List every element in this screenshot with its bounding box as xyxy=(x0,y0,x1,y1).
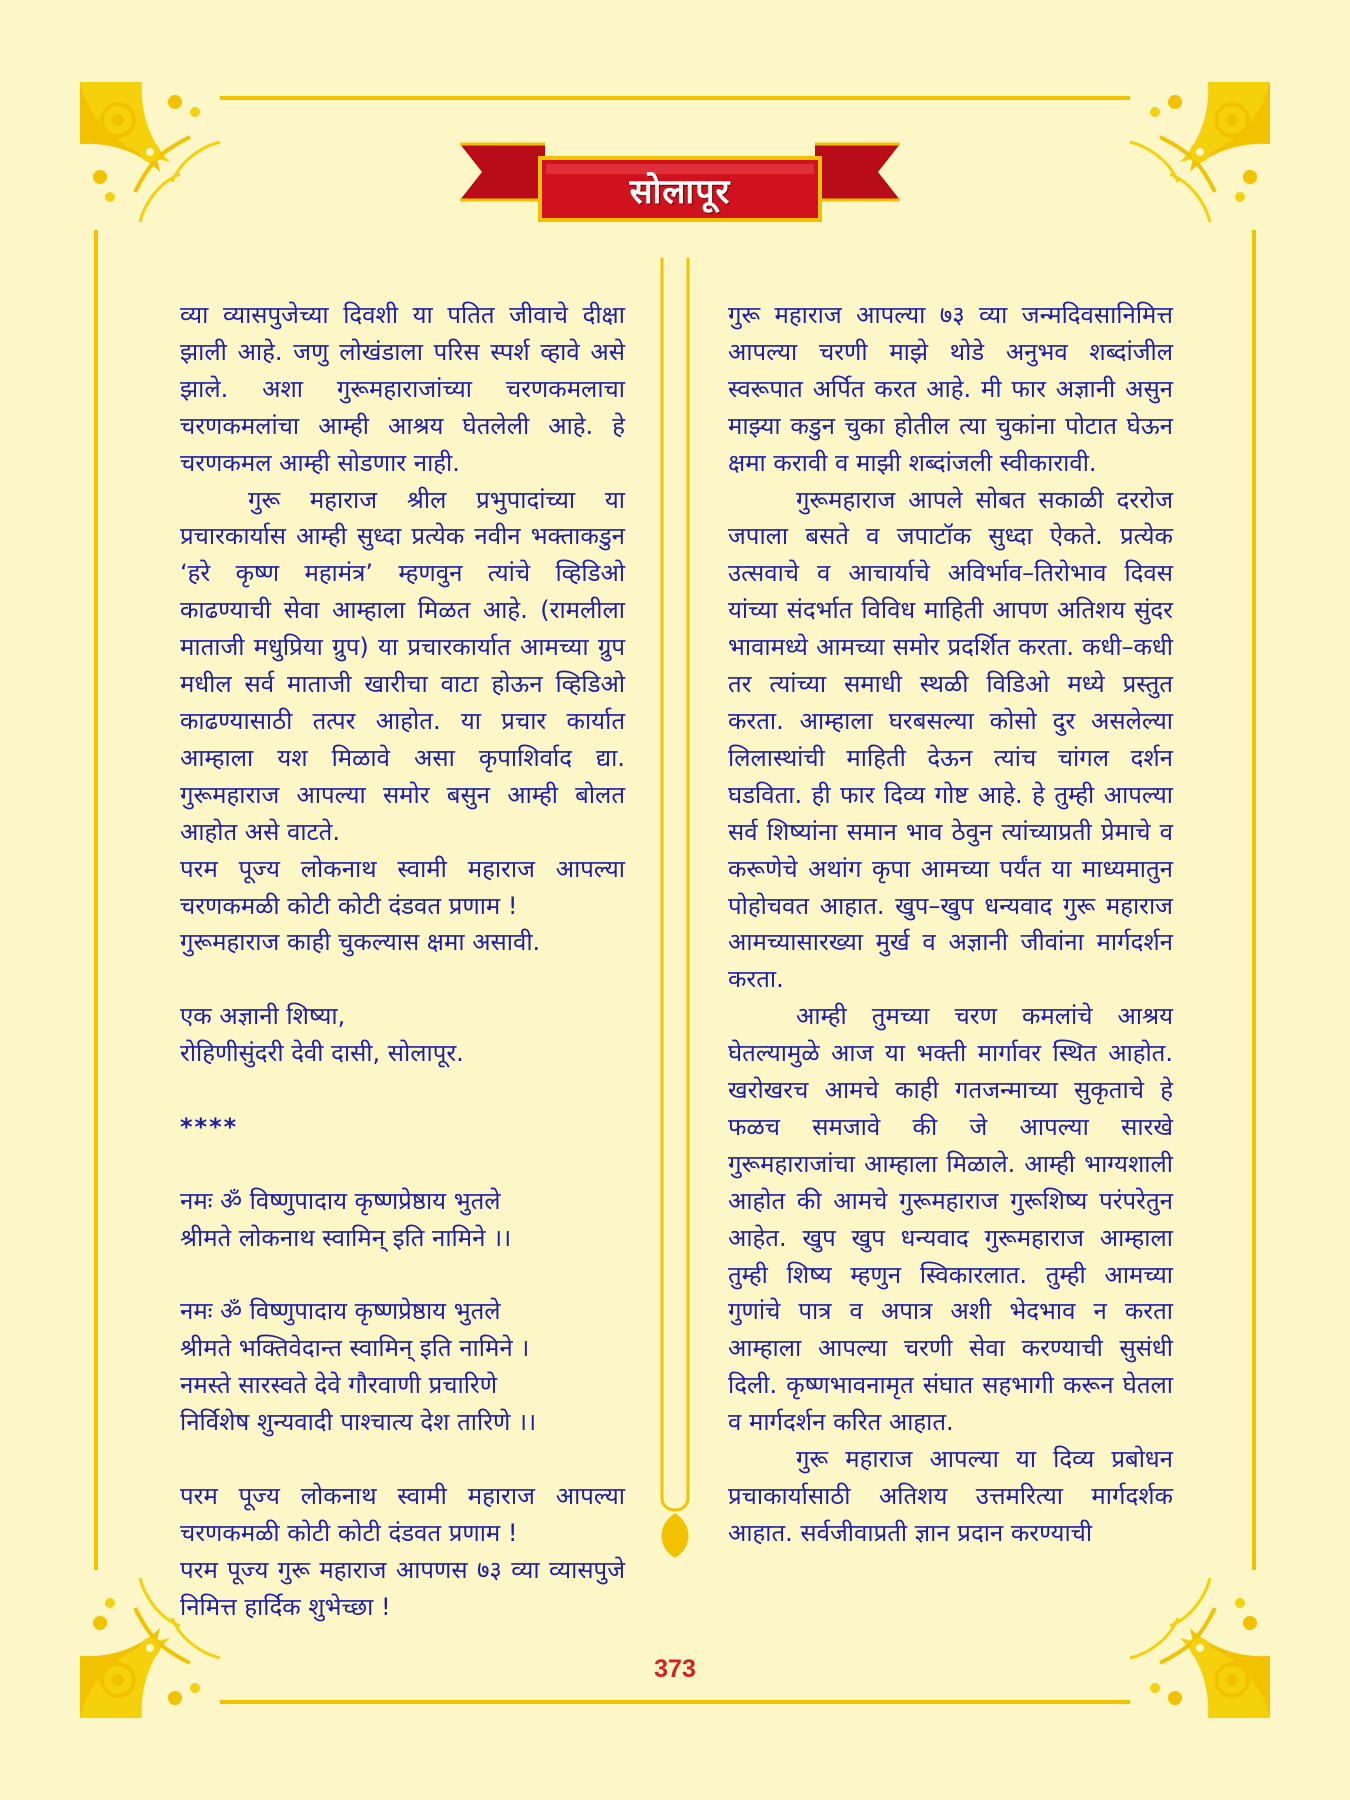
verse-line: नमः ॐ विष्णुपादाय कृष्णप्रेष्ठाय भुतले xyxy=(180,1186,501,1215)
left-column xyxy=(180,297,625,1637)
paragraph: परम पूज्य लोकनाथ स्वामी महाराज आपल्या चरणकमळी कोटी कोटी दंडवत प्रणाम ! xyxy=(180,854,625,920)
paragraph: गुरूमहाराज काही चुकल्यास क्षमा असावी. xyxy=(180,928,541,957)
signature-name: रोहिणीसुंदरी देवी दासी, सोलापूर. xyxy=(180,1039,464,1068)
paragraph: गुरू महाराज श्रील प्रभुपादांच्या या प्रचारकार्यास आम्ही सुध्दा प्रत्येक नवीन भक्ताकडुन ‘हरे कृष्ण महामंत्र’ म्हणवुन त्यांचे व्हिडिओ काढण्याची सेवा आम्हाला मिळत आहे. (रामलीला माताजी मधुप्रिया ग्रुप) या प्रचारकार्यात आमच्या ग्रुप मधील सर्व माताजी खारीचा वाटा होऊन व्हिडिओ काढण्यासाठी तत्पर आहोत. या प्रचार कार्यात आम्हाला यश मिळावे असा कृपाशिर्वाद द्या. गुरूमहाराज आपल्या समोर बसुन आम्ही बोलत आहोत असे वाटते. xyxy=(180,485,625,846)
signature-line: एक अज्ञानी शिष्या, xyxy=(180,1002,346,1031)
paragraph: परम पूज्य गुरू महाराज आपणस ७३ व्या व्यासपुजे निमित्त हार्दिक शुभेच्छा ! xyxy=(180,1555,625,1621)
verse-line: श्रीमते भक्तिवेदान्त स्वामिन् इति नामिने । xyxy=(180,1334,530,1363)
right-column xyxy=(728,297,1173,1637)
paragraph: गुरूमहाराज आपले सोबत सकाळी दररोज जपाला बसते व जपाटॉक सुध्दा ऐकते. प्रत्येक उत्सवाचे व आचार्याचे अविर्भाव–तिरोभाव दिवस यांच्या संदर्भात विविध माहिती आपण अतिशय सुंदर भावामध्ये आमच्या समोर प्रदर्शित करता. कधी–कधी तर त्यांच्या समाधी स्थळी विडिओ मध्ये प्रस्तुत करता. आम्हाला घरबसल्या कोसो दुर असलेल्या लिलास्थांची माहिती देऊन त्यांच चांगल दर्शन घडविता. ही फार दिव्य गोष्ट आहे. हे तुम्ही आपल्या सर्व शिष्यांना समान भाव ठेवुन त्यांच्याप्रती प्रेमाचे व करूणेचे अथांग कृपा आमच्या पर्यंत या माध्यमातुन पोहोचवत आहात. खुप–खुप धन्यवाद गुरू महाराज आमच्यासारख्या मुर्ख व अज्ञानी जीवांना मार्गदर्शन करता. xyxy=(728,485,1173,994)
verse-line: नमः ॐ विष्णुपादाय कृष्णप्रेष्ठाय भुतले xyxy=(180,1297,501,1326)
separator-stars: **** xyxy=(180,1112,239,1141)
page-title: सोलापूर xyxy=(629,172,731,212)
page-number: 373 xyxy=(654,1655,696,1683)
paragraph: व्या व्यासपुजेच्या दिवशी या पतित जीवाचे दीक्षा झाली आहे. जणु लोखंडाला परिस स्पर्श व्हावे असे झाले. अशा गुरूमहाराजांच्या चरणकमलाचा चरणकमलांचा आम्ही आश्रय घेतलेली आहे. हे चरणकमल आम्ही सोडणार नाही. xyxy=(180,301,625,477)
verse-line: नमस्ते सारस्वते देवे गौरवाणी प्रचारिणे xyxy=(180,1371,498,1400)
tilak-divider-icon xyxy=(648,258,702,1558)
paragraph: गुरू महाराज आपल्या ७३ व्या जन्मदिवसानिमित्त आपल्या चरणी माझे थोडे अनुभव शब्दांजील स्वरूपात अर्पित करत आहे. मी फार अज्ञानी असुन माझ्या कडुन चुका होतील त्या चुकांना पोटात घेऊन क्षमा करावी व माझी शब्दांजली स्वीकारावी. xyxy=(728,301,1173,477)
verse-line: निर्विशेष शुन्यवादी पाश्चात्य देश तारिणे ।। xyxy=(180,1408,537,1437)
verse-line: श्रीमते लोकनाथ स्वामिन् इति नामिने ।। xyxy=(180,1223,512,1252)
floral-corner-icon xyxy=(1130,82,1270,222)
paragraph: परम पूज्य लोकनाथ स्वामी महाराज आपल्या चरणकमळी कोटी कोटी दंडवत प्रणाम ! xyxy=(180,1481,625,1547)
paragraph: गुरू महाराज आपल्या या दिव्य प्रबोधन प्रचाकार्यासाठी अतिशय उत्तमरित्या मार्गदर्शक आहात. सर्वजीवाप्रती ज्ञान प्रदान करण्याची xyxy=(728,1445,1173,1547)
paragraph: आम्ही तुमच्या चरण कमलांचे आश्रय घेतल्यामुळे आज या भक्ती मार्गावर स्थित आहोत. खरोखरच आमचे काही गतजन्माच्या सुकृताचे हे फळच समजावे की जे आपल्या सारखे गुरूमहाराजांचा आम्हाला मिळाले. आम्ही भाग्यशाली आहोत की आमचे गुरूमहाराज गुरूशिष्य परंपरेतुन आहेत. खुप खुप धन्यवाद गुरूमहाराज आम्हाला तुम्ही शिष्य म्हणुन स्विकारलात. तुम्ही आमच्या गुणांचे पात्र व अपात्र अशी भेदभाव न करता आम्हाला आपल्या चरणी सेवा करण्याची सुसंधी दिली. कृष्णभावनामृत संघात सहभागी करून घेतला व मार्गदर्शन करित आहात. xyxy=(728,1002,1173,1437)
floral-corner-icon xyxy=(80,82,220,222)
